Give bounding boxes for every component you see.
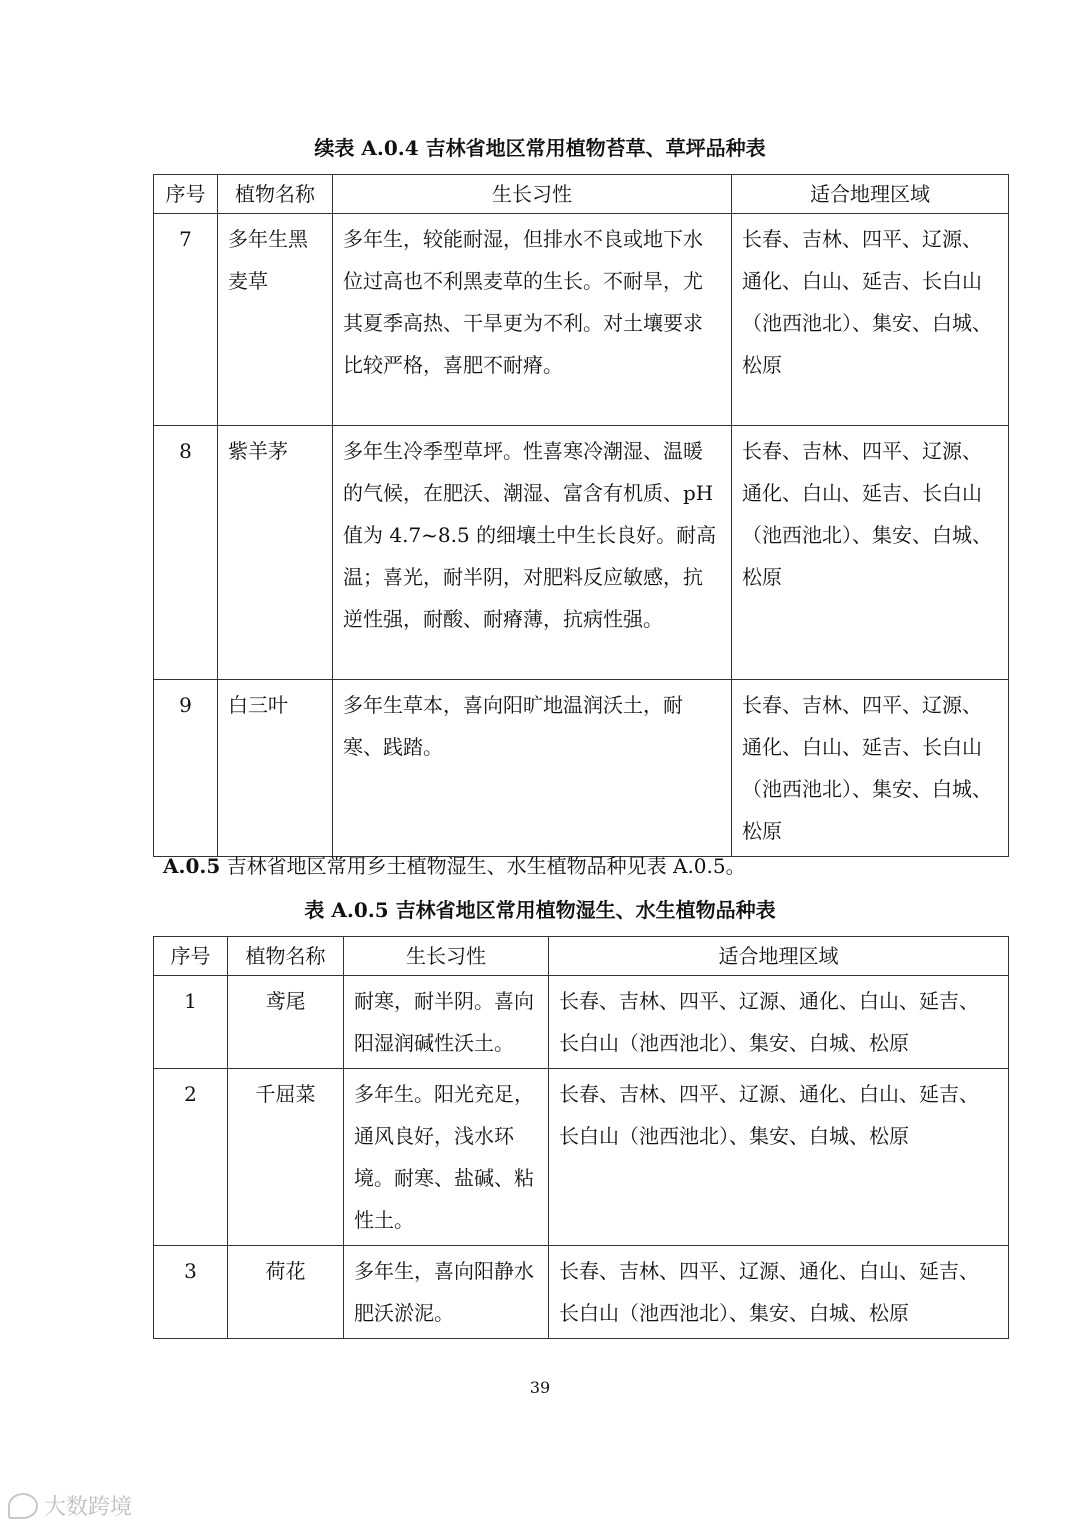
row-habit: 多年生。阳光充足，通风良好，浅水环境。耐寒、盐碱、粘性土。 <box>344 1069 549 1246</box>
page-number: 39 <box>529 1378 551 1397</box>
table-a05 <box>153 936 1009 1339</box>
row-no: 7 <box>154 214 218 426</box>
table-a04-continued <box>153 174 1009 857</box>
table-row <box>154 680 1009 857</box>
table-row <box>154 214 1009 426</box>
row-region: 长春、吉林、四平、辽源、通化、白山、延吉、长白山（池西池北）、集安、白城、松原 <box>732 680 1009 857</box>
row-name: 紫羊茅 <box>218 426 333 680</box>
clause-text: 吉林省地区常用乡土植物湿生、水生植物品种见表 A.0.5。 <box>226 854 746 878</box>
row-no: 2 <box>154 1069 228 1246</box>
row-name: 荷花 <box>228 1246 344 1339</box>
row-habit: 多年生草本，喜向阳旷地温润沃土，耐寒、践踏。 <box>333 680 732 857</box>
header-no: 序号 <box>154 175 218 214</box>
row-habit: 多年生，较能耐湿，但排水不良或地下水位过高也不利黑麦草的生长。不耐旱，尤其夏季高热、干旱更为不利。对土壤要求比较严格，喜肥不耐瘠。 <box>333 214 732 426</box>
row-region: 长春、吉林、四平、辽源、通化、白山、延吉、长白山（池西池北）、集安、白城、松原 <box>549 1069 1009 1246</box>
row-habit: 多年生冷季型草坪。性喜寒冷潮湿、温暖的气候，在肥沃、潮湿、富含有机质、pH 值为 4.7~8.5 的细壤土中生长良好。耐高温；喜光，耐半阴，对肥料反应敏感，抗逆性强，耐酸、耐瘠薄，抗病性强。 <box>333 426 732 680</box>
row-no: 3 <box>154 1246 228 1339</box>
table-header-row <box>154 937 1009 976</box>
clause-a05 <box>163 850 746 879</box>
row-region: 长春、吉林、四平、辽源、通化、白山、延吉、长白山（池西池北）、集安、白城、松原 <box>549 1246 1009 1339</box>
watermark <box>8 1490 132 1521</box>
table-row <box>154 1246 1009 1339</box>
row-no: 9 <box>154 680 218 857</box>
table-row <box>154 1069 1009 1246</box>
row-name: 千屈菜 <box>228 1069 344 1246</box>
row-habit: 耐寒，耐半阴。喜向阳湿润碱性沃土。 <box>344 976 549 1069</box>
header-region: 适合地理区域 <box>549 937 1009 976</box>
table-header-row <box>154 175 1009 214</box>
row-name: 多年生黑麦草 <box>218 214 333 426</box>
clause-number: A.0.5 <box>163 854 221 878</box>
row-no: 8 <box>154 426 218 680</box>
row-habit: 多年生，喜向阳静水肥沃淤泥。 <box>344 1246 549 1339</box>
row-region: 长春、吉林、四平、辽源、通化、白山、延吉、长白山（池西池北）、集安、白城、松原 <box>549 976 1009 1069</box>
row-name: 鸢尾 <box>228 976 344 1069</box>
header-habit: 生长习性 <box>344 937 549 976</box>
header-no: 序号 <box>154 937 228 976</box>
row-region: 长春、吉林、四平、辽源、通化、白山、延吉、长白山（池西池北）、集安、白城、松原 <box>732 214 1009 426</box>
row-no: 1 <box>154 976 228 1069</box>
header-name: 植物名称 <box>218 175 333 214</box>
table-row <box>154 976 1009 1069</box>
row-name: 白三叶 <box>218 680 333 857</box>
row-region: 长春、吉林、四平、辽源、通化、白山、延吉、长白山（池西池北）、集安、白城、松原 <box>732 426 1009 680</box>
watermark-text: 大数跨境 <box>44 1495 133 1520</box>
table-row <box>154 426 1009 680</box>
header-region: 适合地理区域 <box>732 175 1009 214</box>
table2-title: 表 A.0.5 吉林省地区常用植物湿生、水生植物品种表 <box>304 898 776 922</box>
chat-bubble-icon <box>8 1493 38 1519</box>
table1-title: 续表 A.0.4 吉林省地区常用植物苔草、草坪品种表 <box>314 136 766 160</box>
header-habit: 生长习性 <box>333 175 732 214</box>
header-name: 植物名称 <box>228 937 344 976</box>
